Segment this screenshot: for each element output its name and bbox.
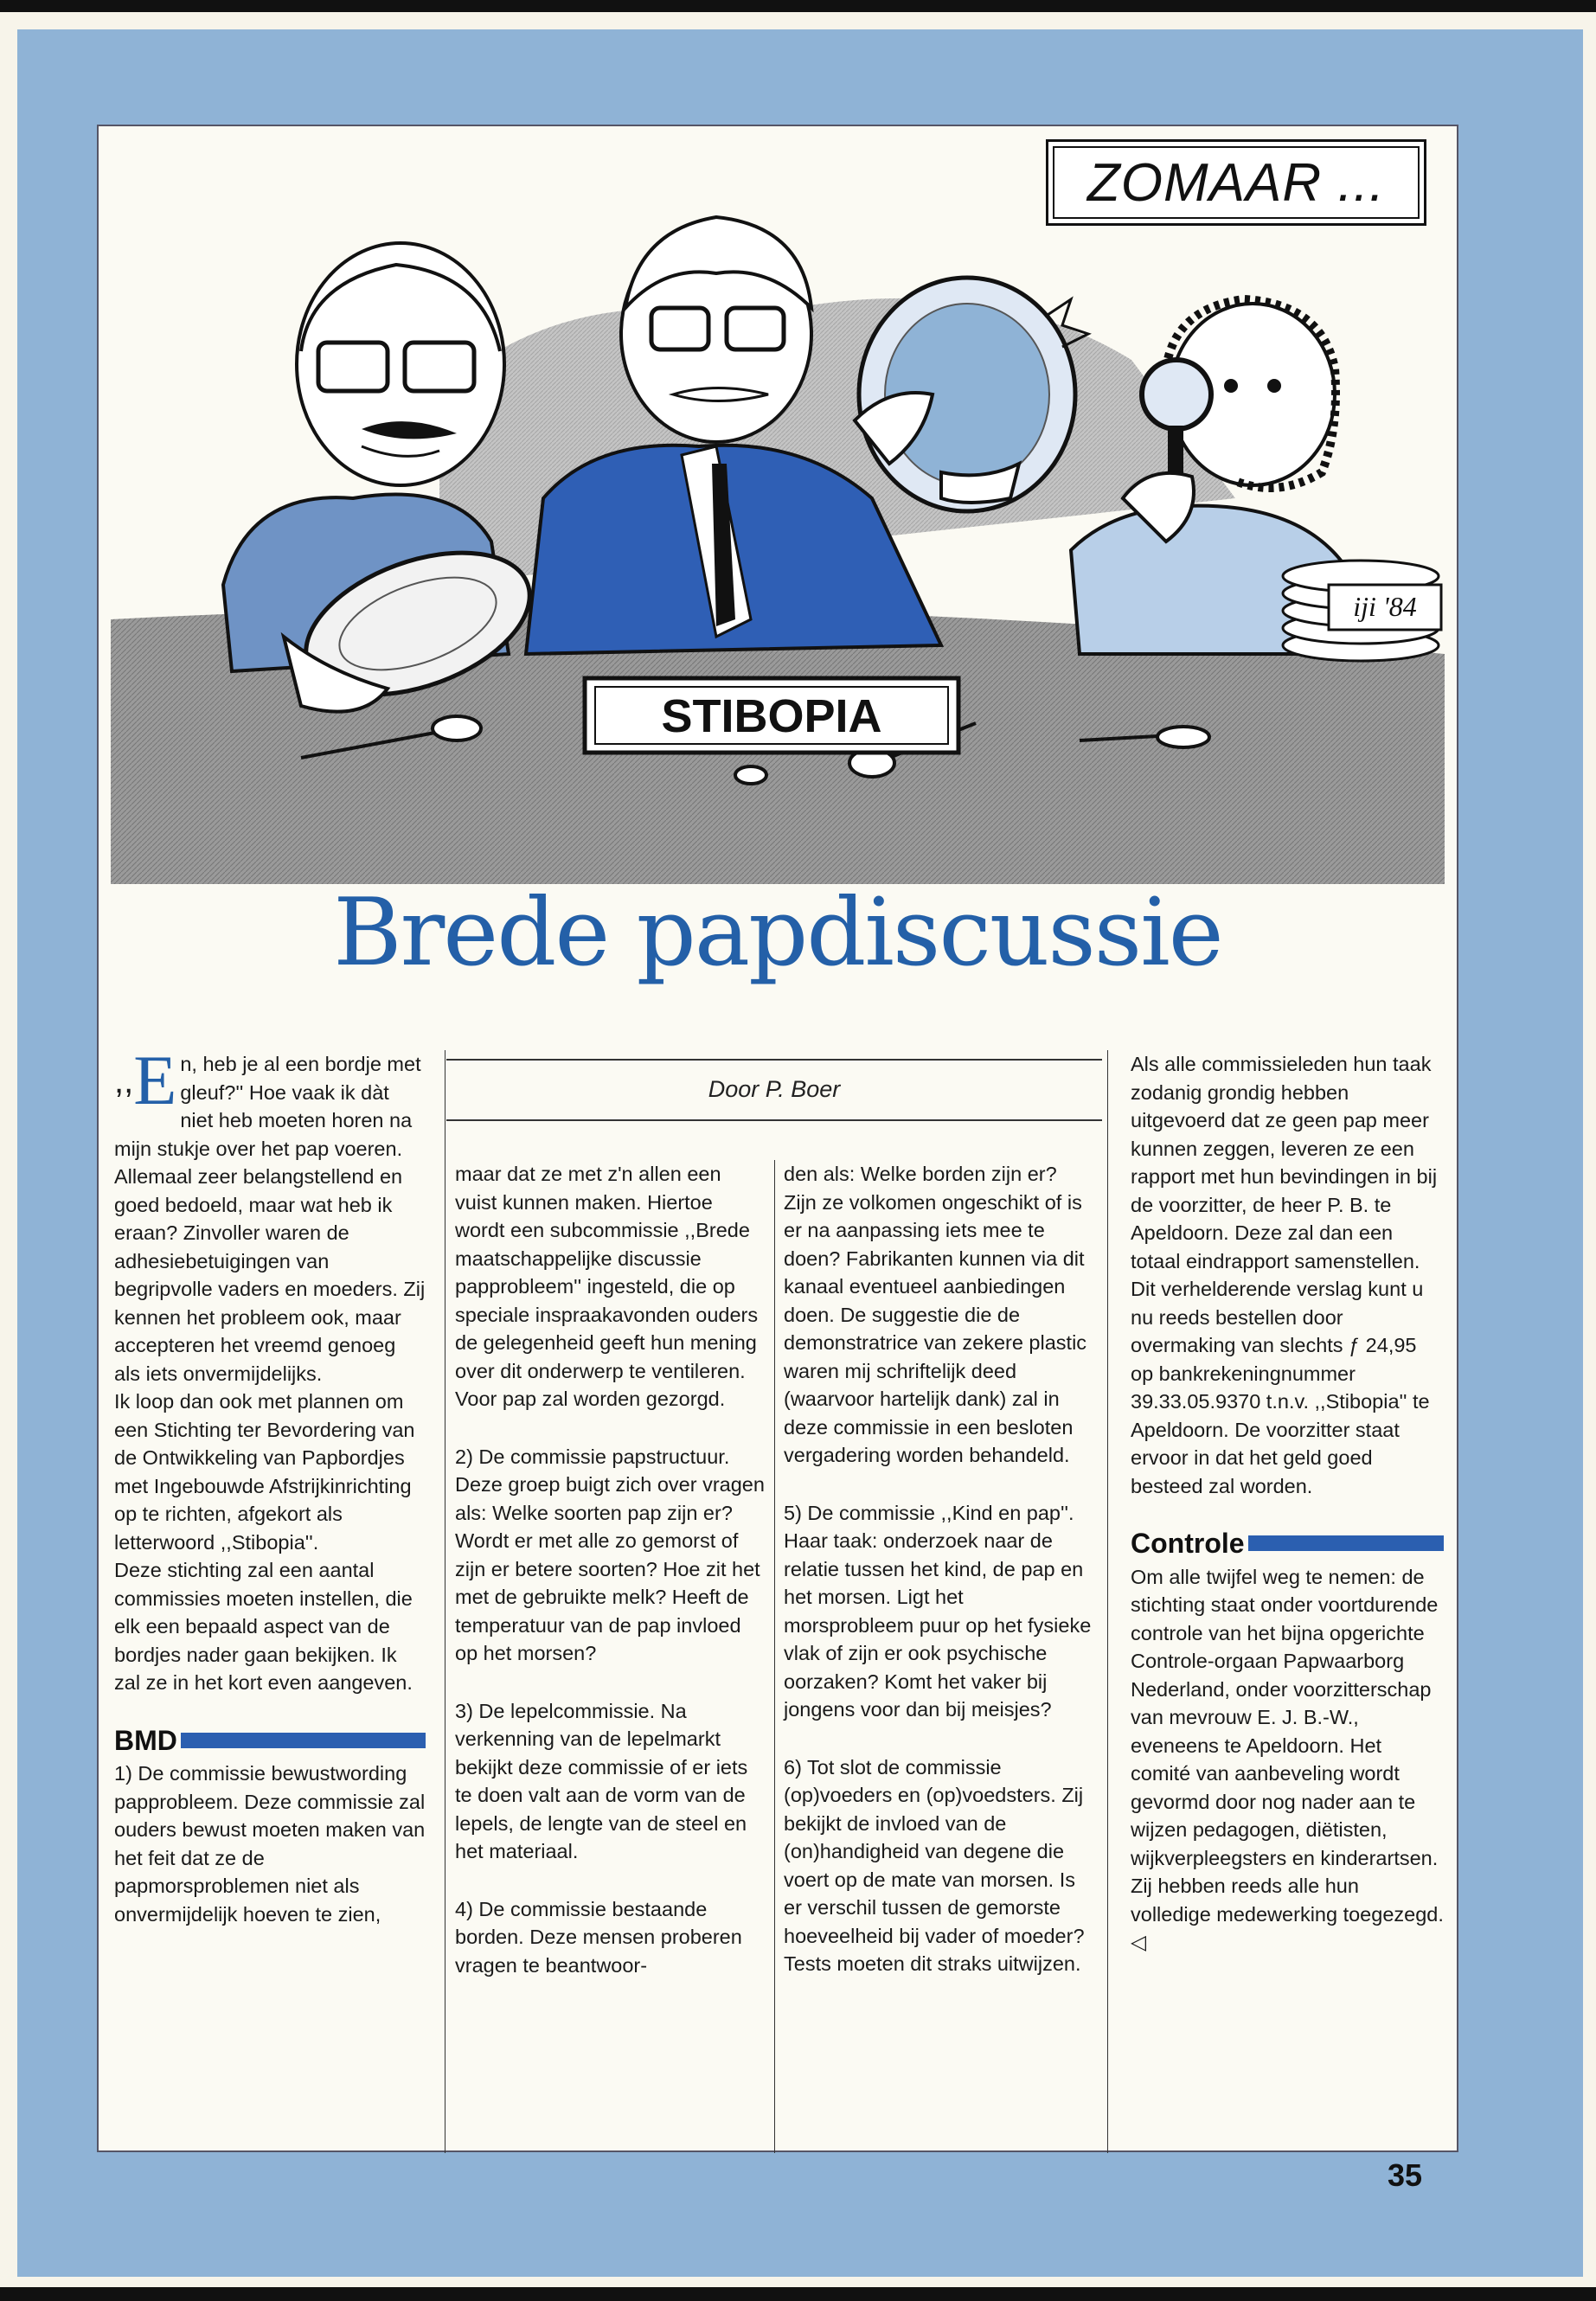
article-panel — [97, 125, 1458, 2152]
col3-paragraph-1: den als: Welke borden zijn er? Zijn ze volkomen ongeschikt of is er na aanpassing iets mee te doen? Fabrikanten kunnen via dit kanaal eventueel aanbiedingen doen. De suggestie die de demonstratrice van zekere plastic waren mij schriftelijk deed (waarvoor hartelijk dank) zal in deze commissie in een besloten vergadering worden behandeld. — [784, 1163, 1087, 1466]
col4-paragraph-1: Als alle commissieleden hun taak zodanig grondig hebben uitgevoerd dat ze geen pap meer kunnen zeggen, leveren ze een rapport met hun bevindingen in bij de voorzitter, de heer P. B. te Apeldoorn. Deze zal dan een totaal eindrapport samenstellen. Dit verhelderende verslag kunt u nu reeds bestellen door overmaking van slechts ƒ 24,95 op bankrekeningnummer 39.33.05.9370 t.n.v. ,,Stibopia'' te Apeldoorn. De voorzitter staat ervoor in dat het geld goed besteed zal worden. — [1131, 1053, 1438, 1497]
section-label-box — [1046, 139, 1426, 226]
subhead-controle — [1131, 1529, 1444, 1558]
signature-text: iji '84 — [1353, 591, 1417, 622]
cartoon-illustration — [111, 135, 1445, 884]
column-3 — [784, 1160, 1095, 1978]
sign-text: STIBOPIA — [661, 690, 882, 742]
col1-paragraph-3: Deze stichting zal een aantal commissies moeten instellen, die elk een bepaald aspect van de bordjes nader gaan bekijken. Ik zal ze in het kort even aangeven. — [114, 1559, 413, 1694]
column-1 — [114, 1041, 426, 1928]
col2-paragraph-4: 4) De commissie bestaande borden. Deze mensen proberen vragen te beantwoor- — [455, 1897, 742, 1977]
headline: Brede papdiscussie — [333, 879, 1222, 987]
page-number: 35 — [1388, 2157, 1423, 2193]
col1-paragraph-4: 1) De commissie bewustwording papprobleem. Deze commissie zal ouders bewust moeten maken van het feit dat ze de papmorsproblemen niet als onvermijdelijk hoeven te zien, — [114, 1762, 426, 1926]
subhead-controle-text: Controle — [1131, 1528, 1245, 1559]
section-label: ZOMAAR ... — [1053, 146, 1420, 219]
subhead-bmd-text: BMD — [114, 1724, 177, 1756]
open-quote: ,, — [114, 1062, 134, 1100]
col3-paragraph-2: 5) De commissie ,,Kind en pap''. Haar taak: onderzoek naar de relatie tussen het kind, de pap en het morsen. Ligt het morsprobleem puur op het fysieke vlak of zijn er ook psychische oorzaken? Komt het vaker bij jongens voor dan bij meisjes? — [784, 1501, 1092, 1721]
col4-paragraph-2-text: Om alle twijfel weg te nemen: de stichting staat onder voortdurende controle van het bijna opgerichte Controle-orgaan Papwaarborg Nederland, onder voorzitterschap van mevrouw E. J. B.-W., eveneens te Apeldoorn. Het comité van aanbeveling wordt gevormd door nog nader aan te wijzen pedagogen, diëtisten, wijkverpleegsters en kinderartsen. Zij hebben reeds alle hun volledige medewerking toegezegd. — [1131, 1565, 1444, 1926]
artist-signature — [1329, 585, 1441, 630]
column-rule-2 — [774, 1160, 775, 2153]
col1-paragraph-1 — [114, 1041, 426, 1388]
column-4 — [1131, 1050, 1444, 1957]
col2-paragraph-1: maar dat ze met z'n allen een vuist kunnen maken. Hiertoe wordt een subcommissie ,,Brede maatschappelijke discussie papprobleem'' ingesteld, die op speciale inspraakavonden ouders de gelegenheid geeft hun mening over dit onderwerp te ventileren. Voor pap zal worden gezorgd. — [455, 1163, 759, 1410]
end-mark-icon: ◁ — [1131, 1931, 1147, 1953]
subhead-bar — [1248, 1535, 1444, 1551]
drop-cap: E — [133, 1041, 177, 1119]
col1-paragraph-1-text: n, heb je al een bordje met gleuf?'' Hoe vaak ik dàt niet heb moeten horen na mijn stukje over het pap voeren. Allemaal zeer belangstellend en goed bedoeld, maar wat heb ik eraan? Zinvoller waren de adhesiebetuigingen van begripvolle vaders en moeders. Zij kennen het probleem ook, maar accepteren het vreemd genoeg als iets onvermijdelijks. — [114, 1053, 426, 1385]
col3-paragraph-3: 6) Tot slot de commissie (op)voeders en (op)voedsters. Zij bekijkt de invloed van de (on)handigheid van degene die voert op de mate van morsen. Is er verschil tussen de gemorste hoeveelheid bij vader of moeder? Tests moeten dit straks uitwijzen. — [784, 1755, 1085, 1975]
col2-paragraph-3: 3) De lepelcommissie. Na verkenning van de lepelmarkt bekijkt deze commissie of er iets te doen valt aan de vorm van de lepels, de lengte van de steel en het materiaal. — [455, 1699, 748, 1862]
page-sheet — [0, 12, 1596, 2287]
column-rule-3 — [1107, 1050, 1108, 2153]
subhead-bar — [181, 1733, 426, 1748]
col1-paragraph-2: Ik loop dan ook met plannen om een Stichting ter Bevordering van de Ontwikkeling van Papbordjes met Ingebouwde Afstrijkinrichting op te richten, afgekort als letterwoord ,,Stibopia''. — [114, 1390, 415, 1554]
subhead-bmd — [114, 1724, 426, 1756]
stibopia-sign — [585, 678, 958, 753]
col2-paragraph-2: 2) De commissie papstructuur. Deze groep buigt zich over vragen als: Welke soorten pap zijn er? Wordt er met alle zo gemorst of zijn er betere soorten? Hoe zit het met de gebruikte melk? Heeft de temperatuur van de pap invloed op het morsen? — [455, 1445, 765, 1664]
col4-paragraph-2 — [1131, 1563, 1444, 1957]
byline: Door P. Boer — [446, 1059, 1102, 1121]
column-2 — [455, 1160, 766, 1979]
